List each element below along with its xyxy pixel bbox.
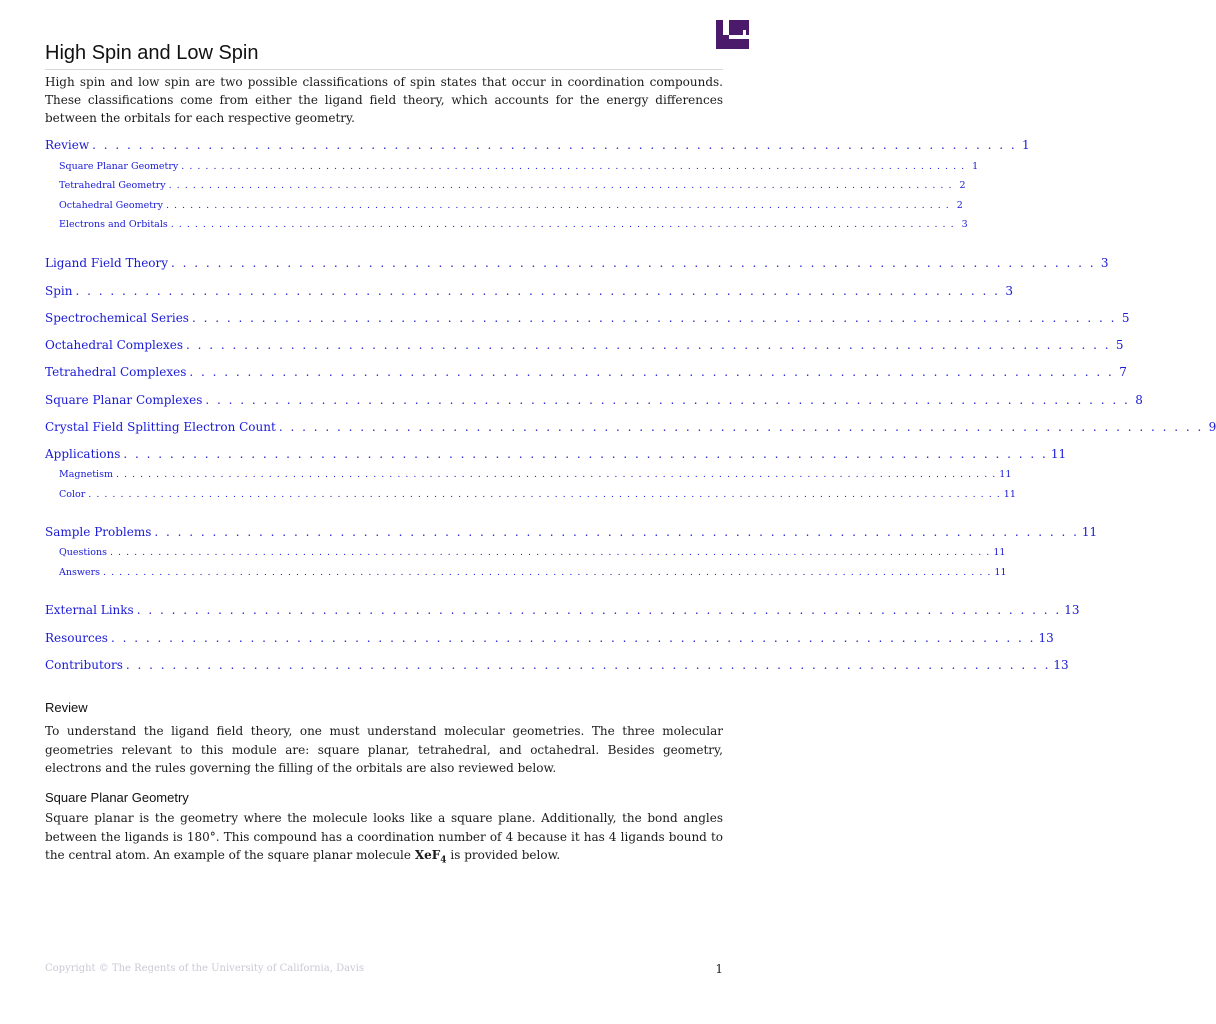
- toc-item-tetrahedral-geometry[interactable]: Tetrahedral Geometry . . . . . . . . . . . . . . . . . . . . . . . . . . . . . . . . . . . . . . . . . . . . . . . . . . . . . . . . . . . . . . . . . . . . . . . . . . . . . . . . . . . . . . . . . . . . . . . . . . 2: [59, 180, 966, 191]
- page-number: 1: [715, 962, 723, 976]
- toc-item-review[interactable]: Review . . . . . . . . . . . . . . . . . . . . . . . . . . . . . . . . . . . . . . . . . . . . . . . . . . . . . . . . . . . . . . . . . . . . . . . . . . . . . . . . 1: [45, 138, 1030, 152]
- footer-copyright: Copyright © The Regents of the University of California, Davis: [45, 963, 365, 974]
- square-planar-text-end: is provided below.: [446, 848, 561, 862]
- page-title: High Spin and Low Spin: [45, 42, 259, 64]
- toc-item-spectrochemical-series[interactable]: Spectrochemical Series . . . . . . . . . . . . . . . . . . . . . . . . . . . . . . . . . . . . . . . . . . . . . . . . . . . . . . . . . . . . . . . . . . . . . . . . . . . . . . . . 5: [45, 311, 1130, 325]
- toc-item-crystal-field-splitting[interactable]: Crystal Field Splitting Electron Count . . . . . . . . . . . . . . . . . . . . . . . . . . . . . . . . . . . . . . . . . . . . . . . . . . . . . . . . . . . . . . . . . . . . . . . . . . . . . . . . 9: [45, 420, 1216, 434]
- toc-item-ligand-field-theory[interactable]: Ligand Field Theory . . . . . . . . . . . . . . . . . . . . . . . . . . . . . . . . . . . . . . . . . . . . . . . . . . . . . . . . . . . . . . . . . . . . . . . . . . . . . . . . 3: [45, 256, 1109, 270]
- toc-item-external-links[interactable]: External Links . . . . . . . . . . . . . . . . . . . . . . . . . . . . . . . . . . . . . . . . . . . . . . . . . . . . . . . . . . . . . . . . . . . . . . . . . . . . . . . . 13: [45, 603, 1080, 617]
- square-planar-paragraph: [45, 809, 723, 870]
- review-heading: Review: [45, 700, 88, 715]
- toc-item-applications[interactable]: Applications . . . . . . . . . . . . . . . . . . . . . . . . . . . . . . . . . . . . . . . . . . . . . . . . . . . . . . . . . . . . . . . . . . . . . . . . . . . . . . . . 11: [45, 447, 1067, 461]
- logo-icon: [716, 20, 749, 49]
- toc-item-octahedral-geometry[interactable]: Octahedral Geometry . . . . . . . . . . . . . . . . . . . . . . . . . . . . . . . . . . . . . . . . . . . . . . . . . . . . . . . . . . . . . . . . . . . . . . . . . . . . . . . . . . . . . . . . . . . . . . . . . . 2: [59, 200, 963, 211]
- toc-item-tetrahedral-complexes[interactable]: Tetrahedral Complexes . . . . . . . . . . . . . . . . . . . . . . . . . . . . . . . . . . . . . . . . . . . . . . . . . . . . . . . . . . . . . . . . . . . . . . . . . . . . . . . . 7: [45, 365, 1127, 379]
- toc-item-magnetism[interactable]: Magnetism . . . . . . . . . . . . . . . . . . . . . . . . . . . . . . . . . . . . . . . . . . . . . . . . . . . . . . . . . . . . . . . . . . . . . . . . . . . . . . . . . . . . . . . . . . . . . . . . . . . . . . . . . . . . . . 11: [59, 469, 1012, 480]
- title-divider: [45, 69, 723, 70]
- formula: XeF$_4$: [414, 848, 447, 866]
- toc-item-resources[interactable]: Resources . . . . . . . . . . . . . . . . . . . . . . . . . . . . . . . . . . . . . . . . . . . . . . . . . . . . . . . . . . . . . . . . . . . . . . . . . . . . . . . . 13: [45, 631, 1054, 645]
- toc-item-sample-problems[interactable]: Sample Problems . . . . . . . . . . . . . . . . . . . . . . . . . . . . . . . . . . . . . . . . . . . . . . . . . . . . . . . . . . . . . . . . . . . . . . . . . . . . . . . . 11: [45, 525, 1098, 539]
- toc-item-square-planar-complexes[interactable]: Square Planar Complexes . . . . . . . . . . . . . . . . . . . . . . . . . . . . . . . . . . . . . . . . . . . . . . . . . . . . . . . . . . . . . . . . . . . . . . . . . . . . . . . . 8: [45, 393, 1143, 407]
- toc-item-color[interactable]: Color . . . . . . . . . . . . . . . . . . . . . . . . . . . . . . . . . . . . . . . . . . . . . . . . . . . . . . . . . . . . . . . . . . . . . . . . . . . . . . . . . . . . . . . . . . . . . . . . . . . . . . . . . . . . . . . . . . 11: [59, 489, 1016, 500]
- intro-paragraph: High spin and low spin are two possible classifications of spin states that occur in coordination compounds. These classifications come from either the ligand field theory, which accounts for the energy differences between the orbitals for each respective geometry.: [45, 75, 723, 125]
- toc-item-octahedral-complexes[interactable]: Octahedral Complexes . . . . . . . . . . . . . . . . . . . . . . . . . . . . . . . . . . . . . . . . . . . . . . . . . . . . . . . . . . . . . . . . . . . . . . . . . . . . . . . . 5: [45, 338, 1124, 352]
- square-planar-heading: Square Planar Geometry: [45, 790, 189, 805]
- toc-item-electrons-and-orbitals[interactable]: Electrons and Orbitals . . . . . . . . . . . . . . . . . . . . . . . . . . . . . . . . . . . . . . . . . . . . . . . . . . . . . . . . . . . . . . . . . . . . . . . . . . . . . . . . . . . . . . . . . . . . . . . . . . 3: [59, 219, 968, 230]
- toc-item-square-planar-geometry[interactable]: Square Planar Geometry . . . . . . . . . . . . . . . . . . . . . . . . . . . . . . . . . . . . . . . . . . . . . . . . . . . . . . . . . . . . . . . . . . . . . . . . . . . . . . . . . . . . . . . . . . . . . . . . . . 1: [59, 161, 979, 172]
- square-planar-text: Square planar is the geometry where the molecule looks like a square plane. Additionally, the bond angles between the ligands is 180°. This compound has a coordination number of 4 because it has 4 ligands bound to the central atom. An example of the square planar molecule: [45, 811, 723, 862]
- toc-item-contributors[interactable]: Contributors . . . . . . . . . . . . . . . . . . . . . . . . . . . . . . . . . . . . . . . . . . . . . . . . . . . . . . . . . . . . . . . . . . . . . . . . . . . . . . . . 13: [45, 658, 1069, 672]
- toc-item-questions[interactable]: Questions . . . . . . . . . . . . . . . . . . . . . . . . . . . . . . . . . . . . . . . . . . . . . . . . . . . . . . . . . . . . . . . . . . . . . . . . . . . . . . . . . . . . . . . . . . . . . . . . . . . . . . . . . . . . . . 11: [59, 547, 1006, 558]
- toc-item-answers[interactable]: Answers . . . . . . . . . . . . . . . . . . . . . . . . . . . . . . . . . . . . . . . . . . . . . . . . . . . . . . . . . . . . . . . . . . . . . . . . . . . . . . . . . . . . . . . . . . . . . . . . . . . . . . . . . . . . . . . 11: [59, 567, 1007, 578]
- toc-item-spin[interactable]: Spin . . . . . . . . . . . . . . . . . . . . . . . . . . . . . . . . . . . . . . . . . . . . . . . . . . . . . . . . . . . . . . . . . . . . . . . . . . . . . . . . 3: [45, 284, 1013, 298]
- review-paragraph: To understand the ligand field theory, one must understand molecular geometries. The three molecular geometries relevant to this module are: square planar, tetrahedral, and octahedral. Besides geometry, electrons and the rules governing the filling of the orbitals are also reviewed below.: [45, 724, 723, 775]
